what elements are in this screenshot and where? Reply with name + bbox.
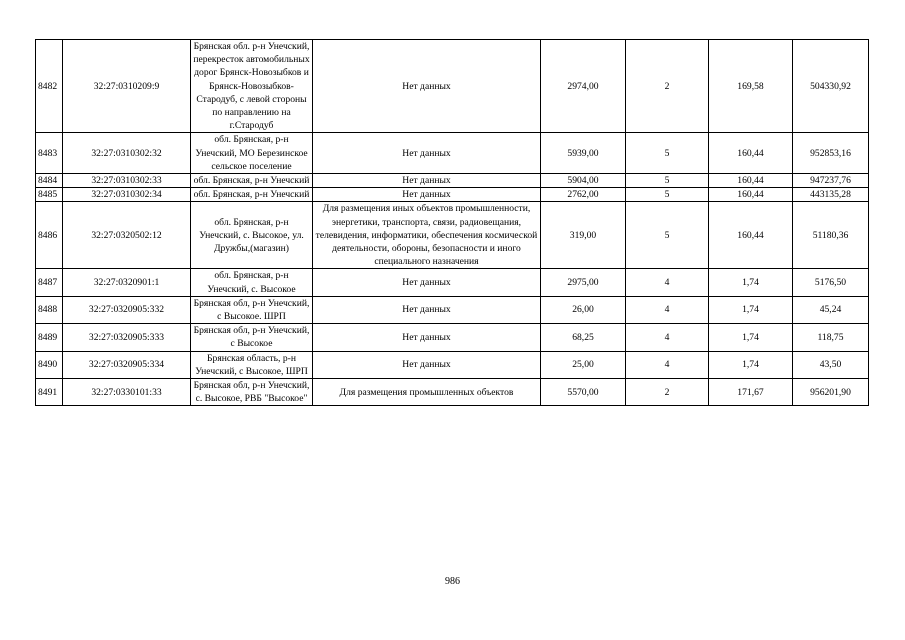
specific-value-cell: 1,74 bbox=[709, 296, 793, 323]
specific-value-cell: 160,44 bbox=[709, 188, 793, 202]
cadastral-number-cell: 32:27:0320905:334 bbox=[63, 351, 191, 378]
cadastral-value-cell: 45,24 bbox=[793, 296, 869, 323]
address-cell: обл. Брянская, р-н Унечский bbox=[191, 188, 313, 202]
row-number-cell: 8485 bbox=[36, 188, 63, 202]
table-row bbox=[36, 188, 869, 202]
group-cell: 5 bbox=[626, 188, 709, 202]
address-cell: Брянская обл. р-н Унечский, перекресток автомобильных дорог Брянск-Новозыбков и Брянск-Новозыбков-Стародуб, с левой стороны по направлению на г.Стародуб bbox=[191, 40, 313, 133]
cadastral-number-cell: 32:27:0330101:33 bbox=[63, 379, 191, 406]
specific-value-cell: 160,44 bbox=[709, 133, 793, 174]
address-cell: Брянская область, р-н Унечский, с Высокое, ШРП bbox=[191, 351, 313, 378]
table-row bbox=[36, 296, 869, 323]
cadastral-value-cell: 952853,16 bbox=[793, 133, 869, 174]
specific-value-cell: 1,74 bbox=[709, 269, 793, 296]
specific-value-cell: 1,74 bbox=[709, 324, 793, 351]
cadastral-value-cell: 43,50 bbox=[793, 351, 869, 378]
area-cell: 319,00 bbox=[541, 202, 626, 269]
page-number: 986 bbox=[445, 576, 460, 587]
table-row bbox=[36, 133, 869, 174]
cadastral-value-cell: 504330,92 bbox=[793, 40, 869, 133]
cadastral-number-cell: 32:27:0310302:32 bbox=[63, 133, 191, 174]
address-cell: Брянская обл, р-н Унечский, с. Высокое, РВБ "Высокое" bbox=[191, 379, 313, 406]
cadastral-value-cell: 947237,76 bbox=[793, 174, 869, 188]
group-cell: 2 bbox=[626, 40, 709, 133]
specific-value-cell: 160,44 bbox=[709, 202, 793, 269]
cadastral-number-cell: 32:27:0320901:1 bbox=[63, 269, 191, 296]
cadastral-value-cell: 51180,36 bbox=[793, 202, 869, 269]
specific-value-cell: 169,58 bbox=[709, 40, 793, 133]
area-cell: 26,00 bbox=[541, 296, 626, 323]
cadastral-number-cell: 32:27:0320905:333 bbox=[63, 324, 191, 351]
permitted-use-cell: Нет данных bbox=[313, 174, 541, 188]
table-row bbox=[36, 324, 869, 351]
cadastral-number-cell: 32:27:0310302:33 bbox=[63, 174, 191, 188]
row-number-cell: 8487 bbox=[36, 269, 63, 296]
area-cell: 5939,00 bbox=[541, 133, 626, 174]
area-cell: 5570,00 bbox=[541, 379, 626, 406]
cadastral-number-cell: 32:27:0320905:332 bbox=[63, 296, 191, 323]
cadastral-value-cell: 443135,28 bbox=[793, 188, 869, 202]
specific-value-cell: 171,67 bbox=[709, 379, 793, 406]
address-cell: Брянская обл, р-н Унечский, с Высокое bbox=[191, 324, 313, 351]
table-row bbox=[36, 40, 869, 133]
cadastral-value-table bbox=[35, 39, 869, 406]
permitted-use-cell: Нет данных bbox=[313, 188, 541, 202]
area-cell: 2975,00 bbox=[541, 269, 626, 296]
table-row bbox=[36, 351, 869, 378]
address-cell: обл. Брянская, р-н Унечский, с. Высокое bbox=[191, 269, 313, 296]
permitted-use-cell: Нет данных bbox=[313, 296, 541, 323]
row-number-cell: 8484 bbox=[36, 174, 63, 188]
table-row bbox=[36, 202, 869, 269]
permitted-use-cell: Нет данных bbox=[313, 40, 541, 133]
area-cell: 68,25 bbox=[541, 324, 626, 351]
row-number-cell: 8482 bbox=[36, 40, 63, 133]
row-number-cell: 8488 bbox=[36, 296, 63, 323]
group-cell: 5 bbox=[626, 202, 709, 269]
permitted-use-cell: Нет данных bbox=[313, 324, 541, 351]
cadastral-number-cell: 32:27:0310209:9 bbox=[63, 40, 191, 133]
address-cell: обл. Брянская, р-н Унечский bbox=[191, 174, 313, 188]
address-cell: Брянская обл, р-н Унечский, с Высокое. ШРП bbox=[191, 296, 313, 323]
row-number-cell: 8491 bbox=[36, 379, 63, 406]
specific-value-cell: 160,44 bbox=[709, 174, 793, 188]
permitted-use-cell: Для размещения промышленных объектов bbox=[313, 379, 541, 406]
permitted-use-cell: Нет данных bbox=[313, 269, 541, 296]
row-number-cell: 8486 bbox=[36, 202, 63, 269]
group-cell: 5 bbox=[626, 133, 709, 174]
permitted-use-cell: Для размещения иных объектов промышленности, энергетики, транспорта, связи, радиовещания, телевидения, информатики, обеспечения космической деятельности, обороны, безопасности и иного специального назначения bbox=[313, 202, 541, 269]
address-cell: обл. Брянская, р-н Унечский, с. Высокое, ул. Дружбы,(магазин) bbox=[191, 202, 313, 269]
permitted-use-cell: Нет данных bbox=[313, 133, 541, 174]
cadastral-number-cell: 32:27:0320502:12 bbox=[63, 202, 191, 269]
row-number-cell: 8489 bbox=[36, 324, 63, 351]
cadastral-value-cell: 956201,90 bbox=[793, 379, 869, 406]
area-cell: 2762,00 bbox=[541, 188, 626, 202]
table-row bbox=[36, 174, 869, 188]
area-cell: 2974,00 bbox=[541, 40, 626, 133]
cadastral-number-cell: 32:27:0310302:34 bbox=[63, 188, 191, 202]
address-cell: обл. Брянская, р-н Унечский, МО Березинское сельское поселение bbox=[191, 133, 313, 174]
specific-value-cell: 1,74 bbox=[709, 351, 793, 378]
group-cell: 4 bbox=[626, 324, 709, 351]
group-cell: 4 bbox=[626, 269, 709, 296]
area-cell: 25,00 bbox=[541, 351, 626, 378]
group-cell: 4 bbox=[626, 351, 709, 378]
permitted-use-cell: Нет данных bbox=[313, 351, 541, 378]
group-cell: 2 bbox=[626, 379, 709, 406]
table-row bbox=[36, 379, 869, 406]
cadastral-value-cell: 5176,50 bbox=[793, 269, 869, 296]
cadastral-value-cell: 118,75 bbox=[793, 324, 869, 351]
area-cell: 5904,00 bbox=[541, 174, 626, 188]
row-number-cell: 8483 bbox=[36, 133, 63, 174]
group-cell: 4 bbox=[626, 296, 709, 323]
table-row bbox=[36, 269, 869, 296]
group-cell: 5 bbox=[626, 174, 709, 188]
row-number-cell: 8490 bbox=[36, 351, 63, 378]
